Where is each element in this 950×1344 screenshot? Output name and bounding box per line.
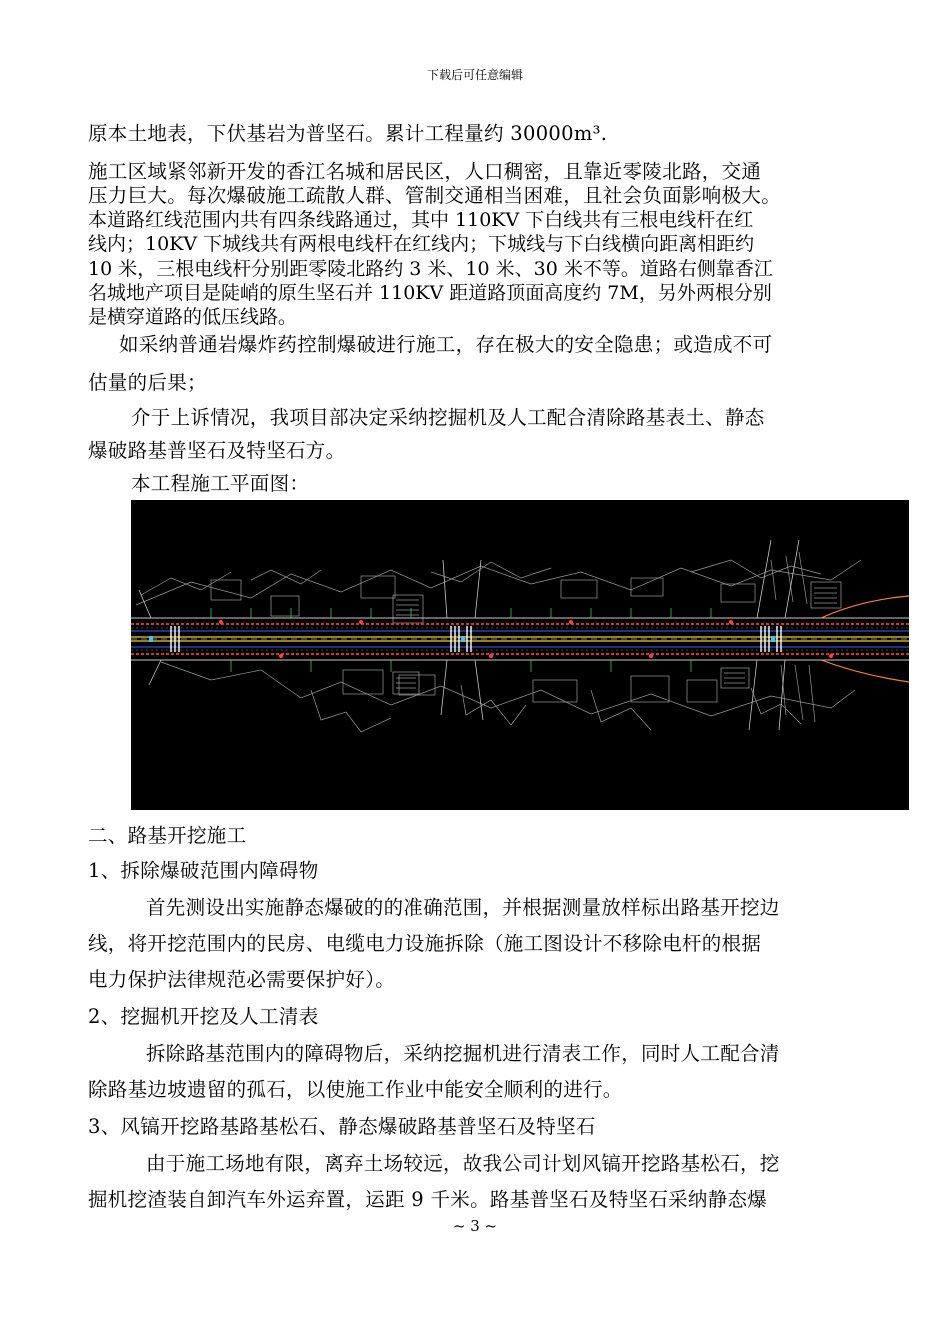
paragraph-line: 介于上诉情况，我项目部决定采纳挖掘机及人工配合清除路基表土、静态 xyxy=(131,406,765,429)
construction-plan-drawing xyxy=(131,500,909,810)
paragraph-line: 10 米，三根电线杆分别距零陵北路约 3 米、10 米、30 米不等。道路右侧靠香江 xyxy=(88,258,773,280)
paragraph-line: 线，将开挖范围内的民房、电缆电力设施拆除（施工图设计不移除电杆的根据 xyxy=(88,932,762,955)
paragraph-line: 由于施工场地有限，离弃土场较远，故我公司计划风镐开挖路基松石，挖 xyxy=(146,1152,780,1175)
paragraph-line: 名城地产项目是陡峭的原生坚石并 110KV 距道路顶面高度约 7M，另外两根分别 xyxy=(88,282,772,304)
paragraph-line: 原本土地表，下伏基岩为普坚石。累计工程量约 30000m³. xyxy=(88,122,608,145)
subsection-heading: 3、风镐开挖路基路基松石、静态爆破路基普坚石及特坚石 xyxy=(88,1115,596,1138)
paragraph-line: 除路基边坡遗留的孤石，以使施工作业中能安全顺利的进行。 xyxy=(88,1078,623,1101)
page-header: 下载后可任意编辑 xyxy=(426,68,523,82)
section-heading: 二、路基开挖施工 xyxy=(88,824,247,847)
paragraph-line: 爆破路基普坚石及特坚石方。 xyxy=(88,439,346,462)
page-number: ~ 3 ~ xyxy=(452,1217,498,1235)
cad-plan-svg xyxy=(131,500,909,810)
figure-caption: 本工程施工平面图： xyxy=(131,472,310,495)
paragraph-line: 拆除路基范围内的障碍物后，采纳挖掘机进行清表工作，同时人工配合清 xyxy=(146,1042,780,1065)
paragraph-line: 首先测设出实施静态爆破的的准确范围，并根据测量放样标出路基开挖边 xyxy=(146,896,780,919)
subsection-heading: 1、拆除爆破范围内障碍物 xyxy=(88,859,319,882)
paragraph-line: 压力巨大。每次爆破施工疏散人群、管制交通相当困难，且社会负面影响极大。 xyxy=(88,184,782,207)
paragraph-line: 电力保护法律规范必需要保护好）。 xyxy=(88,968,396,991)
paragraph-line: 本道路红线范围内共有四条线路通过，其中 110KV 下白线共有三根电线杆在红 xyxy=(88,209,754,231)
paragraph-line: 线内；10KV 下城线共有两根电线杆在红线内；下城线与下白线横向距离相距约 xyxy=(88,233,755,255)
subsection-heading: 2、挖掘机开挖及人工清表 xyxy=(88,1005,319,1028)
paragraph-line: 是横穿道路的低压线路。 xyxy=(88,306,298,328)
paragraph-line: 施工区域紧邻新开发的香江名城和居民区，人口稠密，且靠近零陵北路，交通 xyxy=(88,160,762,183)
paragraph-line: 掘机挖渣装自卸汽车外运弃置，运距 9 千米。路基普坚石及特坚石采纳静态爆 xyxy=(88,1188,768,1211)
paragraph-line: 估量的后果； xyxy=(88,371,207,394)
paragraph-line: 如采纳普通岩爆炸药控制爆破进行施工，存在极大的安全隐患；或造成不可 xyxy=(119,333,773,356)
